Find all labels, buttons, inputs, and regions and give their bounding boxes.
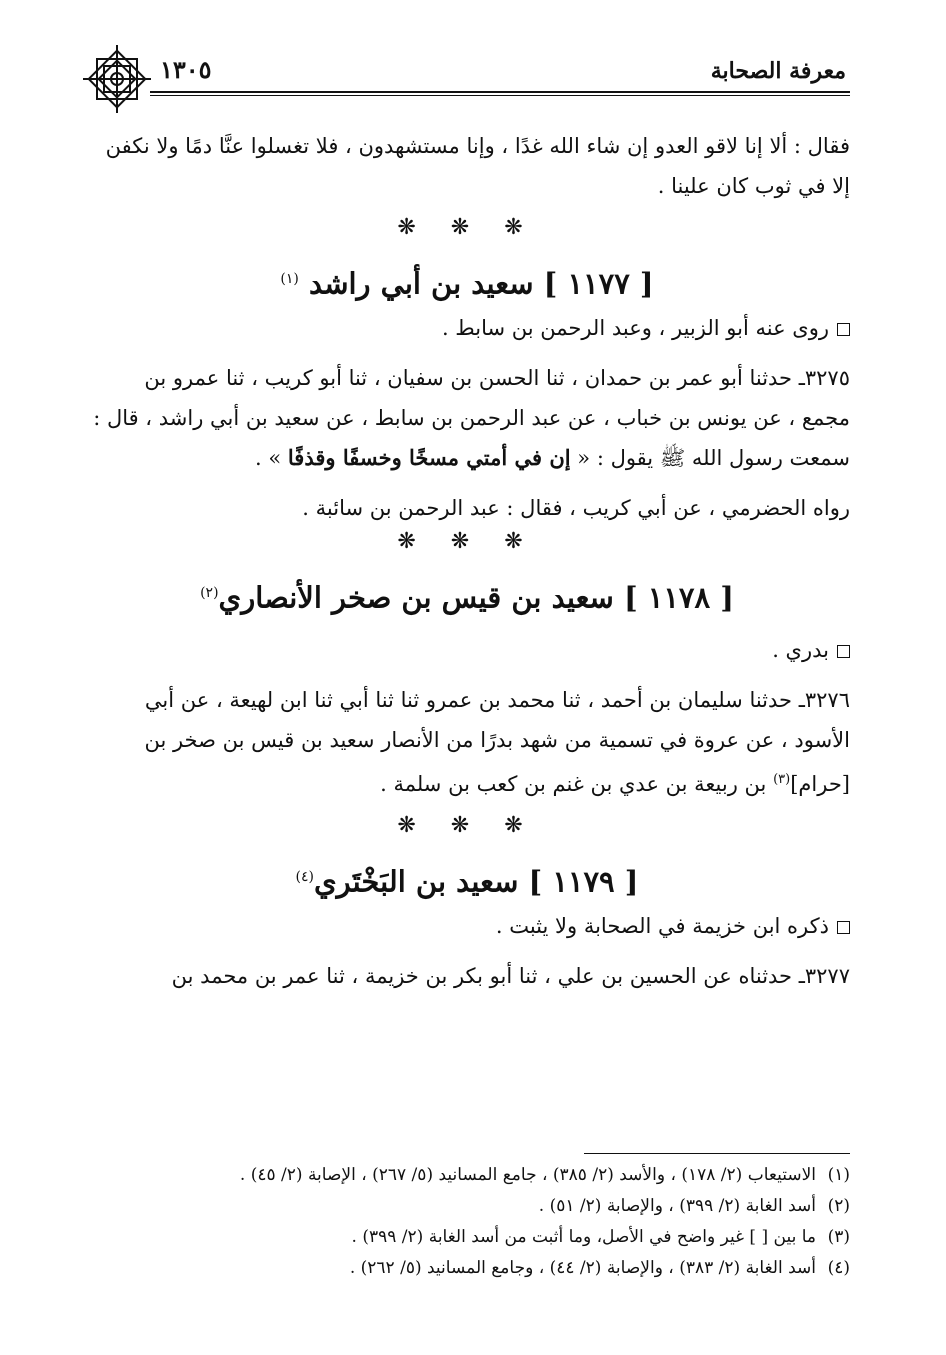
footnote-number: (٢) xyxy=(827,1196,850,1216)
entry-note xyxy=(84,906,850,946)
hadith-text: سمعت رسول الله ﷺ يقول : « xyxy=(570,446,850,470)
entry-heading xyxy=(84,250,850,308)
footnote-text: ما بين [ ] غير واضح في الأصل، وما أثبت من أسد الغابة (٢/ ٣٩٩) . xyxy=(351,1227,816,1247)
entry-heading-text: [ ١١٧٩ ] سعيد بن البَخْتَري xyxy=(313,864,639,899)
entry-heading xyxy=(84,848,850,906)
running-title: معرفة الصحابة xyxy=(710,58,846,84)
hadith-text: [حرام] xyxy=(790,772,850,796)
square-bullet-icon xyxy=(837,323,850,336)
hadith-line: الأسود ، عن عروة في تسمية من شهد بدرًا من الأنصار سعيد بن قيس بن صخر بن xyxy=(144,728,850,752)
footnote-rule xyxy=(584,1153,850,1154)
entry-note xyxy=(84,308,850,348)
section-separator: ❋ ❋ ❋ xyxy=(397,813,537,838)
hadith-line xyxy=(84,760,850,804)
page-number: ١٣٠٥ xyxy=(160,55,212,84)
hadith-line: ٣٢٧٦ـ حدثنا سليمان بن أحمد ، ثنا محمد بن عمرو ثنا ثنا أبي ثنا ابن لهيعة ، عن أبي xyxy=(144,688,850,712)
square-bullet-icon xyxy=(837,645,850,658)
entry-heading-text: [ ١١٧٧ ] سعيد بن أبي راشد xyxy=(308,266,654,301)
entry-note-text: ذكره ابن خزيمة في الصحابة ولا يثبت . xyxy=(495,914,829,938)
entry-note-text: روى عنه أبو الزبير ، وعبد الرحمن بن سابط . xyxy=(441,316,829,340)
section-separator: ❋ ❋ ❋ xyxy=(397,529,537,554)
header-rule-thin xyxy=(150,95,850,96)
footnotes xyxy=(84,1160,850,1284)
entry-heading-text: [ ١١٧٨ ] سعيد بن قيس بن صخر الأنصاري xyxy=(218,580,734,615)
hadith-quote: إن في أمتي مسخًا وخسفًا وقذفًا xyxy=(287,445,571,470)
footnote xyxy=(84,1191,850,1222)
footnote-text: أسد الغابة (٢/ ٣٨٣) ، والإصابة (٢/ ٤٤) ، وجامع المسانيد (٥/ ٢٦٢) . xyxy=(349,1258,816,1278)
entry-note-text: بدري . xyxy=(772,638,829,662)
footnote-text: أسد الغابة (٢/ ٣٩٩) ، والإصابة (٢/ ٥١) . xyxy=(538,1196,816,1216)
footnote-text: الاستيعاب (٢/ ١٧٨) ، والأسد (٢/ ٣٨٥) ، جامع المسانيد (٥/ ٢٦٧) ، الإصابة (٢/ ٤٥) . xyxy=(239,1165,816,1185)
narration-line: رواه الحضرمي ، عن أبي كريب ، فقال : عبد الرحمن بن سائبة . xyxy=(302,496,850,520)
entry-heading xyxy=(84,564,850,622)
main-text xyxy=(84,126,850,996)
footnote-ref: (٣) xyxy=(773,772,791,787)
footnote-ref: (٤) xyxy=(295,869,314,885)
hadith-line: ٣٢٧٧ـ حدثناه عن الحسين بن علي ، ثنا أبو بكر بن خزيمة ، ثنا عمر بن محمد بن xyxy=(171,964,850,988)
footnote-ref: (١) xyxy=(280,271,299,287)
intro-line: فقال : ألا إنا لاقو العدو إن شاء الله غدًا ، وإنا مستشهدون ، فلا تغسلوا عنَّا دمًا ولا نكفن xyxy=(105,134,850,158)
footnote-ref: (٢) xyxy=(200,585,219,601)
header-rule xyxy=(150,91,850,93)
hadith-line: ٣٢٧٥ـ حدثنا أبو عمر بن حمدان ، ثنا الحسن بن سفيان ، ثنا أبو كريب ، ثنا عمرو بن xyxy=(144,366,850,390)
hadith-text: » . xyxy=(255,446,288,470)
footnote-number: (١) xyxy=(827,1165,850,1185)
square-bullet-icon xyxy=(837,921,850,934)
hadith-line: مجمع ، عن يونس بن خباب ، عن عبد الرحمن بن سابط ، عن سعيد بن أبي راشد ، قال : xyxy=(93,406,850,430)
footnote-number: (٣) xyxy=(827,1227,850,1247)
footnote xyxy=(84,1253,850,1284)
footnote-number: (٤) xyxy=(827,1258,850,1278)
octagonal-star-ornament-icon xyxy=(82,40,152,118)
footnote xyxy=(84,1160,850,1191)
entry-note xyxy=(84,630,850,670)
section-separator: ❋ ❋ ❋ xyxy=(397,215,537,240)
hadith-text: بن ربيعة بن عدي بن غنم بن كعب بن سلمة . xyxy=(380,772,774,796)
hadith-line xyxy=(84,438,850,478)
footnote xyxy=(84,1222,850,1253)
intro-line: إلا في ثوب كان علينا . xyxy=(657,174,850,198)
